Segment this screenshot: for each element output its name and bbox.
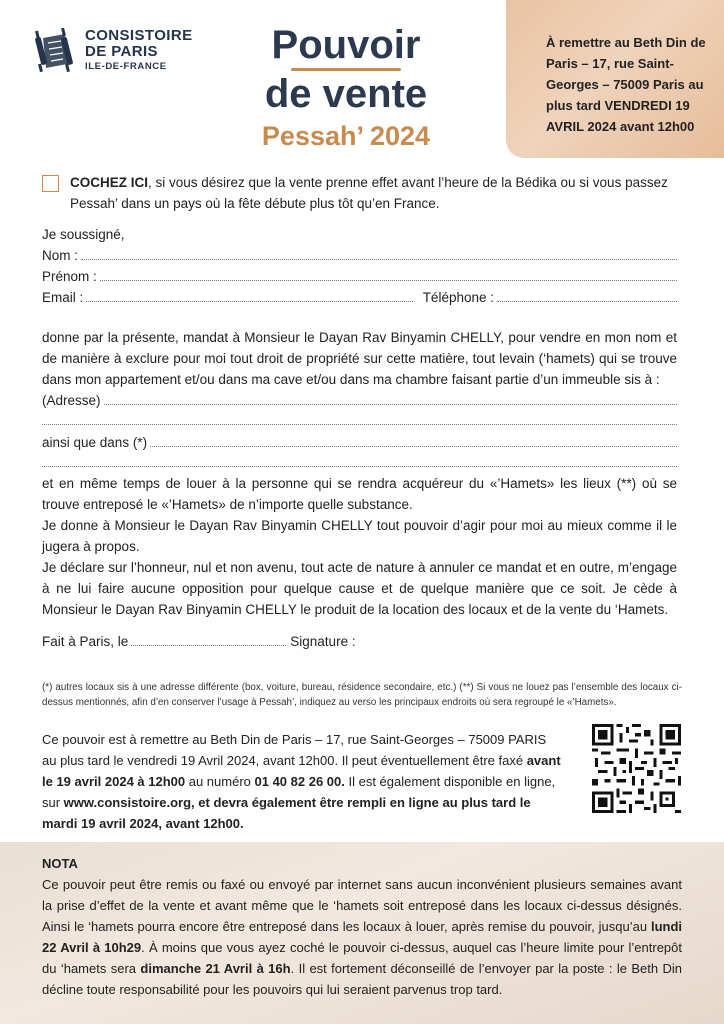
intro-label: Je soussigné,: [42, 227, 125, 242]
email-field[interactable]: [86, 288, 412, 302]
telephone-field[interactable]: [497, 288, 677, 302]
fait-a-label: Fait à Paris, le: [42, 634, 129, 649]
other-premises-field[interactable]: [150, 433, 677, 447]
title-year: Pessah’ 2024: [261, 121, 431, 151]
nom-field[interactable]: [81, 246, 677, 260]
early-sale-option: [42, 172, 682, 214]
check-label-bold: COCHEZ ICI: [70, 175, 149, 190]
clause-declaration: Je déclare sur l’honneur, nul et non avenu, tout acte de nature à annuler ce mandat et en outre, m’engage à ne lui faire aucune opposition pour quelque cause et de quelque manière que ce soit. Je cède à Monsieur le Dayan Rav Binyamin CHELLY le produit de la location des locaux et de la vente du ‘Hamets.: [42, 560, 677, 617]
early-sale-label: [70, 172, 682, 214]
address-fields: [42, 390, 677, 474]
info-fax-number: 01 40 82 26 00.: [254, 774, 345, 789]
mandate-clauses: [42, 473, 677, 620]
logo-line-1: CONSISTOIRE: [85, 27, 193, 44]
return-notice-box: À remettre au Beth Din de Paris – 17, rue Saint-Georges – 75009 Paris au plus tard VENDREDI 19 AVRIL 2024 avant 12h00: [506, 0, 724, 158]
info-text-3: Il est également disponible en ligne, sur: [42, 774, 556, 810]
info-text-2: au numéro: [185, 774, 255, 789]
date-field[interactable]: [131, 632, 286, 646]
adresse-field[interactable]: [104, 391, 677, 405]
nota-text-2: . À moins que vous ayez coché le pouvoir ci-dessus, auquel cas l’heure limite pour l’entrepôt du ‘hamets sera: [42, 940, 683, 976]
prenom-label: Prénom :: [42, 269, 97, 284]
telephone-label: Téléphone :: [422, 290, 494, 305]
identity-form: [42, 224, 677, 308]
nom-label: Nom :: [42, 248, 79, 263]
adresse-field-2[interactable]: [42, 411, 677, 425]
mandate-text: donne par la présente, mandat à Monsieur le Dayan Rav Binyamin CHELLY, pour vendre en mon nom et de manière à exclure pour moi tout droit de propriété sur cette matière, tout levain (‘hamets) qui se trouve dans mon appartement et/ou dans ma cave et/ou dans ma chambre faisant partie d’un immeuble sis à :: [42, 330, 677, 387]
page-title: [240, 24, 452, 153]
nota-text-3: . Il est fortement déconseillé de l’envoyer par la poste : le Beth Din décline toute responsabilité pour les pouvoirs qui lui seraient parvenus trop tard.: [42, 961, 682, 997]
clause-power: Je donne à Monsieur le Dayan Rav Binyamin CHELLY tout pouvoir d’agir pour moi au mieux comme il le jugera à propos.: [42, 518, 677, 554]
prenom-field[interactable]: [100, 267, 677, 281]
title-line-1: Pouvoir: [271, 23, 421, 67]
email-label: Email :: [42, 290, 84, 305]
clause-rent: et en même temps de louer à la personne qui se rendra acquéreur du «’Hamets» les lieux (**) où se trouve entreposé le «’Hamets» de n’importe quelle substance.: [42, 476, 677, 512]
nota-deadline-1: lundi 22 Avril à 10h29: [42, 919, 682, 955]
nota-text-1: Ce pouvoir peut être remis ou faxé ou envoyé par internet sans aucun inconvénient plusieurs semaines avant la prise d’effet de la vente et avant même que le ‘hamets soit entreposé dans les locaux ci-dessus désignés. Ainsi le ‘hamets pourra encore être entreposé dans les locaux à louer, après remise du pouvoir, jusqu’au: [42, 877, 682, 934]
torah-scroll-icon: [34, 28, 76, 74]
title-divider: [291, 68, 401, 71]
other-premises-field-2[interactable]: [42, 453, 677, 467]
nota-title: NOTA: [42, 856, 78, 871]
signature-label: Signature :: [290, 634, 356, 649]
info-fax-deadline: avant le 19 avril 2024 à 12h00: [42, 753, 561, 789]
logo-line-2: DE PARIS: [85, 42, 158, 60]
adresse-label: (Adresse): [42, 393, 101, 408]
info-online-link[interactable]: www.consistoire.org, et devra également être rempli en ligne au plus tard le mardi 19 avril 2024, avant 12h00.: [42, 795, 531, 831]
nota-section: [42, 853, 682, 1000]
consistoire-logo: [34, 28, 192, 74]
ainsi-label: ainsi que dans (*): [42, 435, 148, 450]
title-line-2: de vente: [264, 72, 428, 116]
signature-row: [42, 631, 677, 652]
info-text-1: Ce pouvoir est à remettre au Beth Din de Paris – 17, rue Saint-Georges – 75009 PARIS au plus tard le vendredi 19 Avril 2024, avant 12h00. Il peut éventuellement être faxé: [42, 732, 547, 768]
early-sale-checkbox[interactable]: [42, 175, 59, 192]
qr-code-icon[interactable]: [592, 724, 681, 813]
logo-line-3: ILE-DE-FRANCE: [85, 60, 167, 72]
mandate-section: [42, 327, 677, 390]
nota-deadline-2: dimanche 21 Avril à 16h: [140, 961, 291, 976]
submission-info: [42, 729, 562, 834]
footnote: (*) autres locaux sis à une adresse différente (box, voiture, bureau, résidence secondaire, etc.) (**) Si vous ne louez pas l’ensemble des locaux ci-dessus mentionnés, afin d’en conserver l’usage à Pessah’, indiquez au verso les principaux endroits où sera regroupé le «’Hamets».: [42, 682, 682, 708]
check-label-rest: , si vous désirez que la vente prenne effet avant l’heure de la Bédika ou si vous passez Pessah’ dans un pays où la fête débute plus tôt qu’en France.: [70, 175, 668, 211]
